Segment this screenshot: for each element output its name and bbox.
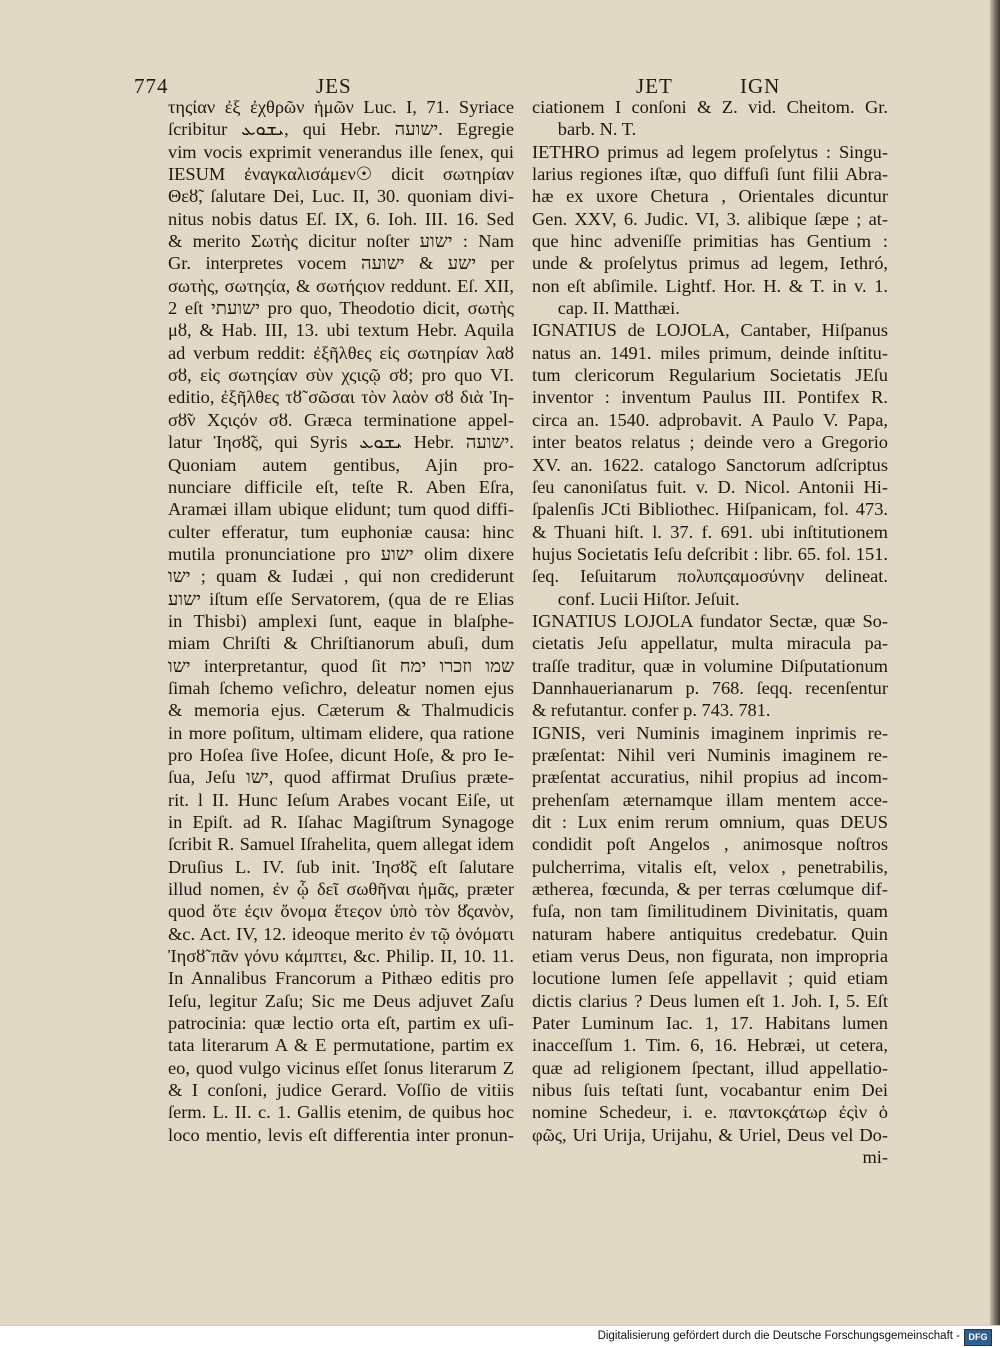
left-column-line: σȣ, εἰς σωτηςίαν σὺν χςιςῷ σȣ; pro quo VI. [168, 365, 514, 386]
left-column-line: μȣ, & Hab. III, 13. ubi textum Hebr. Aquila [168, 320, 514, 341]
right-column-line: præſentat: Nihil veri Numinis imaginem re- [532, 744, 888, 765]
footer-bar [0, 1325, 1000, 1348]
right-column-line: præſentat accuratius, nihil propius ad incom- [532, 767, 888, 788]
left-column-line: τηςίαν ἐξ ἐχθρῶν ἡμῶν Luc. I, 71. Syriace [168, 97, 514, 117]
right-column-line: tum clericorum Regularium Societatis JEſu [532, 365, 888, 386]
right-column-line: Pater Luminum Iac. 1, 17. Habitans lumen [532, 1013, 888, 1034]
left-column-line: ישו ; quam & Iudæi , qui non crediderunt [168, 566, 514, 587]
left-column-line: Ἰησȣ̃ πᾶν γόνυ κάμπτει, &c. Philip. II, 10. 11. [168, 946, 514, 967]
right-column-line: traſſe traditur, quæ in volumine Diſputationum [532, 655, 888, 676]
right-column-line: IGNIS, veri Numinis imaginem inprimis re- [532, 722, 888, 743]
right-column-line: IGNATIUS de LOJOLA, Cantaber, Hiſpanus [532, 320, 888, 341]
right-column-line: conf. Lucii Hiſtor. Jeſuit. [557, 588, 740, 609]
right-column-line: non eſt abſimile. Lightf. Hor. H. & T. in v. 1. [532, 275, 888, 296]
right-column-line: barb. N. T. [557, 119, 637, 140]
funding-credit: Digitalisierung gefördert durch die Deutsche Forschungsgemeinschaft - [597, 1330, 960, 1342]
right-column-line: IETHRO primus ad legem proſelytus : Singu- [532, 141, 888, 162]
left-column-line: rit. l II. Hunc Ieſum Arabes vocant Eiſe, ut [168, 789, 514, 810]
left-column-line: quod ὅτε ἐςιν ὄνομα ἕτεςον ὑπὸ τὸν ȣ̓ςανὸν, [168, 901, 514, 922]
left-column-line: miam Chriſti & Chriſtianorum abuſi, dum [168, 633, 514, 654]
left-column-line: Druſius L. IV. ſub init. Ἰησȣ̃ς eſt ſalutare [168, 856, 514, 877]
right-column-line: hæ ex uxore Chetura , Orientales dicuntur [532, 186, 888, 207]
left-column-line: ſua, Jeſu ישו, quod affirmat Druſius præte- [168, 767, 514, 788]
right-column-line: ætherea, fœcunda, & per terras cœlumque dif- [532, 879, 888, 900]
left-column-line: ſcribitur ܝܫܘܥ, qui Hebr. ישועה. Egregie [168, 119, 514, 140]
left-column-line: Quoniam autem gentibus, Ajin pro- [168, 454, 514, 475]
running-head-right: IGN [740, 74, 781, 98]
left-column-line: ישוע iſtum eſſe Servatorem, (qua de re Elias [168, 588, 514, 609]
left-column-line: patrocinia: quæ lectio orta eſt, partim ex uſi- [168, 1013, 514, 1034]
left-column-line: &c. Act. IV, 12. ideoque merito ἐν τῷ ὀνόματι [168, 923, 514, 944]
right-column-line: mi- [862, 1147, 888, 1168]
right-column-line: XV. an. 1622. catalogo Sanctorum adſcriptus [532, 454, 888, 475]
running-head-left: JES [316, 74, 352, 98]
right-column-line: ſpalenſis JCti Bibliothec. Hiſpanicam, fol. 473. [532, 499, 888, 520]
right-column-line: IGNATIUS LOJOLA fundator Sectæ, quæ So- [532, 610, 888, 631]
right-column-line: etiam verus Deus, non figurata, non impropria [532, 946, 888, 967]
page-edge-shadow [990, 0, 1000, 1325]
right-text-column [532, 96, 888, 1169]
right-column-line: inacceſſum 1. Tim. 6, 16. Hebræi, ut cetera, [532, 1035, 888, 1056]
left-column-line: ad verbum reddit: ἐξῆλθες εἰς σωτηρίαν λαȣ̃ [168, 342, 514, 363]
right-column-line: cietatis Jeſu appellatur, multa miracula pa- [532, 633, 888, 654]
left-column-line: Gr. interpretes vocem ישע & ישועה per [168, 253, 514, 274]
right-column-line: Gen. XXV, 6. Judic. VI, 3. alibique ſæpe ; at- [532, 208, 888, 229]
left-column-line: nunciare difficile eſt, teſte R. Aben Eſra, [168, 476, 514, 497]
left-column-line: & memoria ejus. Cæterum & Thalmudicis [168, 700, 514, 721]
left-column-line: in more poſitum, ultimam elidere, qua ratione [168, 722, 514, 743]
left-column-line: Θεȣ̃, ſalutare Dei, Luc. II, 30. quoniam divi- [168, 186, 514, 207]
left-column-line: in Thisbi) amplexi ſunt, eaque in blaſphe- [168, 610, 514, 631]
right-column-line: larius regiones iſtæ, quo diffuſi ſunt filii Abra- [532, 164, 888, 185]
right-column-line: nibus ſuis teſtati ſunt, vocabantur enim Dei [532, 1080, 888, 1101]
right-column-line: cap. II. Matthæi. [557, 298, 680, 319]
left-column-line: IESUM ἐναγκαλισάμεν☉ dicit σωτηρίαν [168, 164, 514, 185]
right-column-line: dit : Lux enim rerum omnium, quas DEUS [532, 812, 888, 832]
left-column-line: ſerm. L. II. c. 1. Gallis etenim, de quibus hoc [168, 1102, 514, 1123]
page-number: 774 [134, 74, 169, 98]
left-column-line: latur Ἰησȣ̃ς, qui Syris ܝܫܘܥ Hebr. ישועה. [168, 432, 514, 453]
left-column-line: & merito Σωτὴς dicitur noſter ישוע : Nam [168, 231, 514, 252]
left-column-line: Aramæi illam ubique elidunt; tum quod diffi- [168, 499, 514, 520]
running-head-middle: JET [636, 74, 673, 98]
right-column-line: & refutantur. confer p. 743. 781. [532, 700, 771, 721]
right-column-line: nomine Schedeur, i. e. παντοκςάτωρ ἐςὶν ὁ [532, 1102, 888, 1123]
left-column-line: eo, quod vulgo vicinus eſſet ſonus literarum Z [168, 1057, 514, 1078]
right-column-line: condidit poſt Angelos , animosque noſtros [532, 834, 888, 855]
left-column-line: ſcribit R. Samuel Iſrahelita, quem allegat idem [168, 834, 514, 855]
left-column-line: pro Hoſea ſive Hoſee, dicunt Hoſe, & pro Ie- [168, 744, 514, 765]
left-column-line: tata literarum A & E permutatione, partim ex [168, 1035, 514, 1056]
left-column-line: nitus nobis datus Eſ. IX, 6. Ioh. III. 16. Sed [168, 208, 514, 229]
right-column-line: ciationem I conſoni & Z. vid. Cheitom. Gr. [532, 97, 888, 117]
left-column-line: 2 eſt ישועתי pro quo, Theodotio dicit, σωτὴς [168, 298, 514, 319]
dfg-logo[interactable]: DFG [964, 1329, 992, 1346]
left-column-line: In Annalibus Francorum a Pithæo editis pro [168, 968, 514, 989]
right-column-line: pulcherrima, vitalis eſt, velox , penetrabilis, [532, 856, 888, 877]
right-column-line: inter beatos relatus ; deinde vero a Gregorio [532, 432, 888, 453]
right-column-line: naturam habere antiquitus credebatur. Quin [532, 923, 888, 944]
right-column-line: prehenſam æternamque illam mentem acce- [532, 789, 888, 810]
right-column-line: unde & proſelytus primus ad legem, Iethró, [532, 253, 888, 274]
right-column-line: fuſa, non tam ſimilitudinem Divinitatis, quam [532, 901, 888, 922]
right-column-line: natus an. 1491. miles primum, deinde inſtitu- [532, 342, 888, 363]
left-column-line: σωτὴς, σωτηςία, & σωτήςιον reddunt. Eſ. XII, [168, 275, 514, 296]
right-column-line: φῶς, Uri Urija, Urijahu, & Uriel, Deus vel Do- [532, 1124, 888, 1145]
left-column-line: & I conſoni, judice Gerard. Voſſio de vitiis [168, 1080, 514, 1101]
left-text-column [168, 96, 514, 1146]
right-column-line: hujus Societatis Ieſu deſcribit : libr. 65. fol. 151. [532, 543, 888, 564]
left-column-line: ſimah ſchemo veſichro, deleatur nomen ejus [168, 677, 514, 698]
left-column-line: in Epiſt. ad R. Iſahac Magiſtrum Synagoge [168, 812, 514, 832]
left-column-line: editio, ἐξῆλθες τȣ̃ σῶσαι τὸν λαὸν σȣ διὰ Ἰη- [168, 387, 514, 408]
left-column-line: mutila pronunciatione pro ישוע olim dixere [168, 543, 514, 564]
left-column-line: vim vocis exprimit venerandus ille ſenex, qui [168, 141, 514, 162]
left-column-line: ישו interpretantur, quod ſit שמו וזכרו ימח [168, 655, 514, 676]
right-column-line: ſeq. Ieſuitarum πολυπςαμοσύνην delineat. [532, 566, 888, 587]
right-column-line: circa an. 1540. adprobavit. A Paulo V. Papa, [532, 409, 888, 430]
right-column-line: Dannhauerianarum p. 768. ſeqq. recenſentur [532, 677, 888, 698]
left-column-line: loco mentio, levis eſt differentia inter pronun- [168, 1124, 514, 1145]
right-column-line: inventor : inventum Paulus III. Pontifex R. [532, 387, 888, 408]
right-column-line: dictis clarius ? Deus lumen eſt 1. Joh. I, 5. Eſt [532, 990, 888, 1011]
left-column-line: Ieſu, legitur Zaſu; Sic me Deus adjuvet Zaſu [168, 990, 514, 1011]
left-column-line: culter efferatur, tum euphoniæ causa: hinc [168, 521, 514, 542]
right-column-line: ſeu canoniſatus fuit. v. D. Nicol. Antonii Hi- [532, 476, 888, 497]
right-column-line: que hinc adveniſſe primitias has Gentium : [532, 231, 888, 252]
left-column-line: illud nomen, ἐν ᾧ δεῖ σωθῆναι ἡμᾶς, præter [168, 879, 514, 900]
left-column-line: σȣ̃ν Χςιςόν σȣ. Græca terminatione appel- [168, 409, 514, 430]
right-column-line: & Thuani hiſt. l. 37. f. 691. ubi inſtitutionem [532, 521, 888, 542]
right-column-line: quæ ad religionem ſpectant, illud appellatio- [532, 1057, 888, 1078]
right-column-line: locutione lumen ſeſe appellavit ; quid etiam [532, 968, 888, 989]
